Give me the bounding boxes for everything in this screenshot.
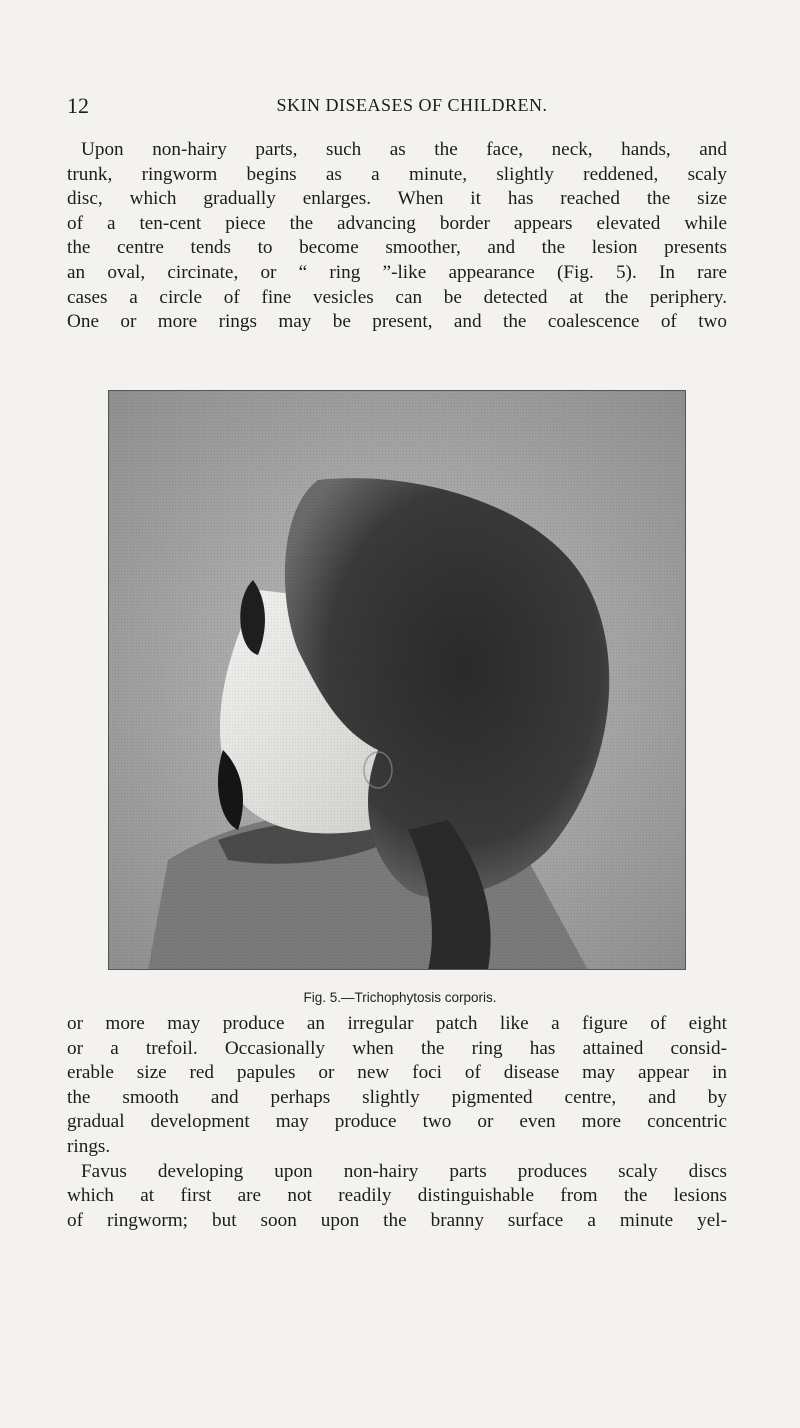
- text-line: of ringworm; but soon upon the branny surface a minute yel-: [67, 1209, 727, 1231]
- text-line: which at first are not readily distinguishable from the lesions: [67, 1185, 727, 1207]
- running-title: SKIN DISEASES OF CHILDREN.: [276, 95, 548, 115]
- text-line: of a ten-cent piece the advancing border appears elevated while: [67, 212, 727, 234]
- text-line: Upon non-hairy parts, such as the face, neck, hands, and: [81, 139, 727, 160]
- text-line: Favus developing upon non-hairy parts produces scaly discs: [81, 1160, 727, 1182]
- figure-photograph: [108, 390, 686, 970]
- text-line: One or more rings may be present, and the coalescence of two: [67, 311, 727, 333]
- text-line: gradual development may produce two or even more concentric: [67, 1111, 727, 1133]
- text-line: or more may produce an irregular patch like a figure of eight: [67, 1013, 727, 1034]
- figure-caption-wrap: [0, 990, 800, 1005]
- figure-caption: Fig. 5.—Trichophytosis corporis.: [303, 990, 497, 1005]
- text-line: rings.: [67, 1135, 111, 1157]
- text-line: the smooth and perhaps slightly pigmented centre, and by: [67, 1086, 727, 1108]
- text-line: trunk, ringworm begins as a minute, slightly reddened, scaly: [67, 163, 727, 185]
- text-line: or a trefoil. Occasionally when the ring has attained consid-: [67, 1037, 727, 1059]
- text-line: an oval, circinate, or “ ring ”-like appearance (Fig. 5). In rare: [67, 261, 727, 283]
- text-line: cases a circle of fine vesicles can be detected at the periphery.: [67, 286, 727, 308]
- page-number: 12: [67, 93, 89, 118]
- text-line: disc, which gradually enlarges. When it has reached the size: [67, 188, 727, 210]
- paragraph-continuation: [67, 1012, 727, 1233]
- text-line: erable size red papules or new foci of disease may appear in: [67, 1062, 727, 1084]
- text-line: the centre tends to become smoother, and the lesion presents: [67, 237, 727, 259]
- photo-illustration: [108, 390, 686, 970]
- page-header: [67, 93, 727, 117]
- paragraph-intro: [67, 138, 727, 335]
